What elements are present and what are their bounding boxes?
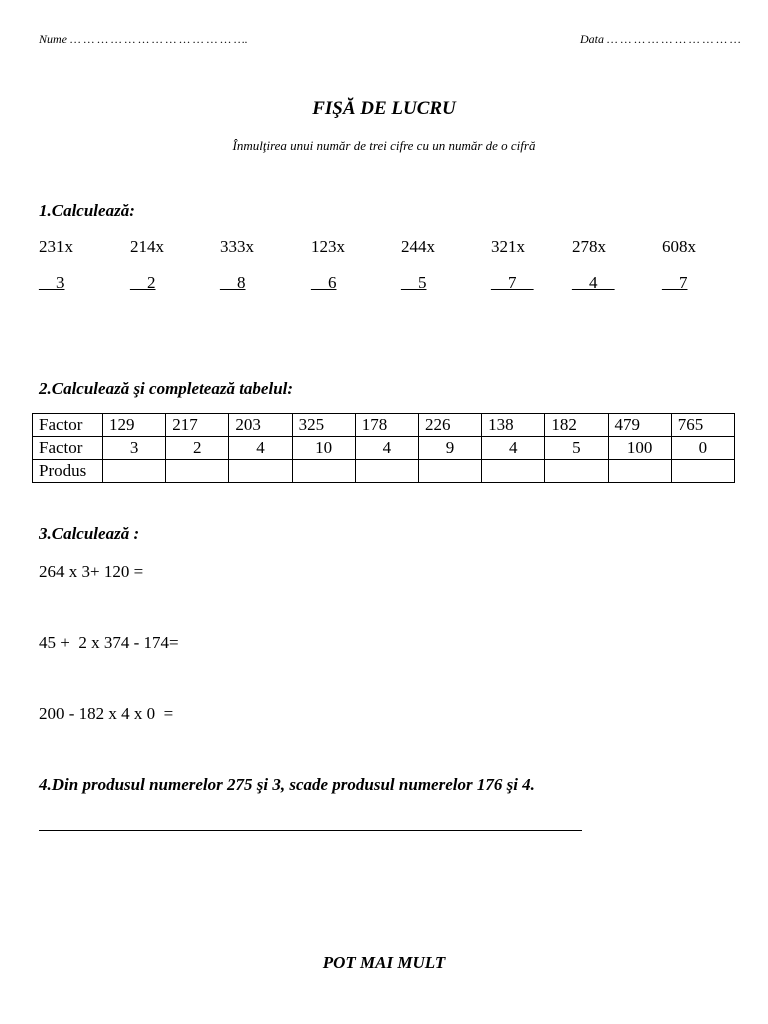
multiplication-table <box>32 413 735 483</box>
expression-2: 45 + 2 x 374 - 174= <box>39 633 179 652</box>
name-field-label: Nume … … … … … … … … … … … … …. <box>39 32 248 46</box>
date-field-label: Data … … … … … … … … … … <box>580 32 741 46</box>
table-cell: 10 <box>292 437 355 460</box>
table-row <box>33 437 735 460</box>
table-cell: 138 <box>482 414 545 437</box>
section3-heading: 3.Calculează : <box>39 524 140 543</box>
product-answer-cell[interactable] <box>103 460 166 483</box>
exercise1-top-number: 321x <box>491 237 525 256</box>
product-answer-cell[interactable] <box>166 460 229 483</box>
exercise1-top-number: 214x <box>130 237 164 256</box>
exercise1-bottom-number: __4__ <box>572 273 615 292</box>
exercise1-bottom-number: __5 <box>401 273 427 292</box>
footer-motto: POT MAI MULT <box>322 953 446 972</box>
exercise1-top-number: 123x <box>311 237 345 256</box>
section4-heading: 4.Din produsul numerelor 275 şi 3, scade produsul numerelor 176 şi 4. <box>39 775 535 794</box>
product-answer-cell[interactable] <box>671 460 734 483</box>
exercise1-bottom-number: __7 <box>662 273 688 292</box>
section2-heading: 2.Calculează şi completează tabelul: <box>39 379 294 398</box>
table-cell: 325 <box>292 414 355 437</box>
exercise1-top-number: 278x <box>572 237 606 256</box>
product-answer-cell[interactable] <box>229 460 292 483</box>
page-subtitle: Înmulţirea unui număr de trei cifre cu un număr de o cifră <box>232 138 536 153</box>
product-answer-cell[interactable] <box>545 460 608 483</box>
row-label: Produs <box>33 460 103 483</box>
exercise1-top-number: 231x <box>39 237 73 256</box>
table-row <box>33 414 735 437</box>
product-answer-cell[interactable] <box>292 460 355 483</box>
exercise1-top-number: 244x <box>401 237 435 256</box>
table-cell: 4 <box>482 437 545 460</box>
table-cell: 178 <box>355 414 418 437</box>
table-cell: 2 <box>166 437 229 460</box>
exercise1-top-number: 333x <box>220 237 254 256</box>
product-answer-cell[interactable] <box>418 460 481 483</box>
row-label: Factor <box>33 414 103 437</box>
table-cell: 217 <box>166 414 229 437</box>
answer-line[interactable] <box>39 830 582 831</box>
table-cell: 479 <box>608 414 671 437</box>
expression-1: 264 x 3+ 120 = <box>39 562 144 581</box>
page-title: FIŞĂ DE LUCRU <box>312 98 456 119</box>
exercise1-bottom-number: __8 <box>220 273 246 292</box>
table-cell: 226 <box>418 414 481 437</box>
table-cell: 9 <box>418 437 481 460</box>
table-cell: 129 <box>103 414 166 437</box>
table-cell: 0 <box>671 437 734 460</box>
table-cell: 765 <box>671 414 734 437</box>
row-label: Factor <box>33 437 103 460</box>
expression-3: 200 - 182 x 4 x 0 = <box>39 704 174 723</box>
exercise1-top-number: 608x <box>662 237 696 256</box>
table-row <box>33 460 735 483</box>
table-cell: 4 <box>355 437 418 460</box>
table-cell: 100 <box>608 437 671 460</box>
table-cell: 182 <box>545 414 608 437</box>
exercise1-bottom-number: __6 <box>311 273 337 292</box>
exercise1-bottom-number: __2 <box>130 273 156 292</box>
product-answer-cell[interactable] <box>482 460 545 483</box>
table-cell: 4 <box>229 437 292 460</box>
product-answer-cell[interactable] <box>608 460 671 483</box>
exercise1-bottom-number: __7__ <box>491 273 534 292</box>
table-cell: 5 <box>545 437 608 460</box>
exercise1-bottom-number: __3 <box>39 273 65 292</box>
section1-heading: 1.Calculează: <box>39 201 135 220</box>
table-cell: 3 <box>103 437 166 460</box>
table-cell: 203 <box>229 414 292 437</box>
product-answer-cell[interactable] <box>355 460 418 483</box>
